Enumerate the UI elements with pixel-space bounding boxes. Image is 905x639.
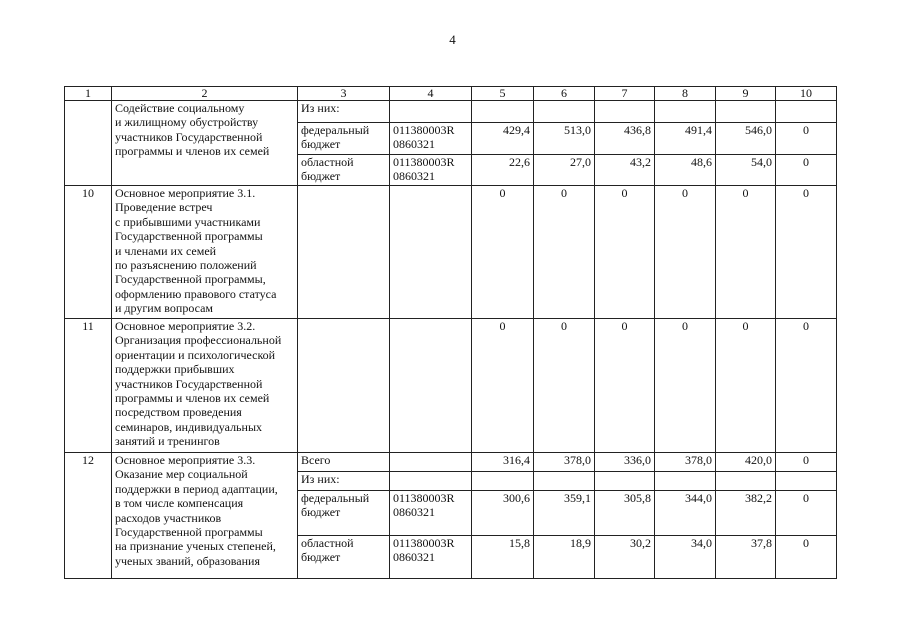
value-cell: 37,8 <box>716 536 776 579</box>
activity-name: Основное мероприятие 3.1. Проведение встреч с прибывшими участниками Государственной программы и членами их семей по разъяснению положений Государственной программы, оформлению правового статуса и другим вопросам <box>112 186 298 319</box>
value-cell: 0 <box>534 186 595 319</box>
value-cell: 0 <box>655 186 716 319</box>
source-cell: областной бюджет <box>298 155 390 186</box>
header-cell: 4 <box>390 87 472 101</box>
value-cell: 344,0 <box>655 491 716 536</box>
value-cell: 316,4 <box>472 453 534 472</box>
source-cell: федеральный бюджет <box>298 123 390 155</box>
value-cell: 43,2 <box>595 155 655 186</box>
value-cell: 34,0 <box>655 536 716 579</box>
code-cell: 011380003R 0860321 <box>390 155 472 186</box>
value-cell: 420,0 <box>716 453 776 472</box>
value-cell: 0 <box>655 319 716 453</box>
source-cell: Из них: <box>298 101 390 123</box>
table-row <box>65 319 837 453</box>
page-number: 4 <box>449 32 456 47</box>
value-cell: 0 <box>716 319 776 453</box>
header-cell: 1 <box>65 87 112 101</box>
header-cell: 8 <box>655 87 716 101</box>
activity-name: Содействие социальному и жилищному обустройству участников Государственной программы и членов их семей <box>112 101 298 186</box>
value-cell: 0 <box>776 123 837 155</box>
value-cell: 30,2 <box>595 536 655 579</box>
value-cell: 378,0 <box>655 453 716 472</box>
value-cell: 0 <box>595 186 655 319</box>
source-cell: областной бюджет <box>298 536 390 579</box>
value-cell: 546,0 <box>716 123 776 155</box>
source-cell: федеральный бюджет <box>298 491 390 536</box>
value-cell: 0 <box>776 319 837 453</box>
value-cell: 0 <box>472 319 534 453</box>
row-number-cell: 10 <box>65 186 112 319</box>
header-cell: 7 <box>595 87 655 101</box>
row-number-cell: 11 <box>65 319 112 453</box>
code-cell: 011380003R 0860321 <box>390 491 472 536</box>
value-cell: 336,0 <box>595 453 655 472</box>
table-row <box>65 101 837 123</box>
value-cell: 378,0 <box>534 453 595 472</box>
value-cell: 0 <box>534 319 595 453</box>
header-cell: 10 <box>776 87 837 101</box>
value-cell: 54,0 <box>716 155 776 186</box>
value-cell: 15,8 <box>472 536 534 579</box>
value-cell: 27,0 <box>534 155 595 186</box>
code-cell: 011380003R 0860321 <box>390 536 472 579</box>
value-cell: 305,8 <box>595 491 655 536</box>
budget-table <box>64 86 837 579</box>
value-cell: 429,4 <box>472 123 534 155</box>
header-cell: 3 <box>298 87 390 101</box>
value-cell: 0 <box>472 186 534 319</box>
value-cell: 22,6 <box>472 155 534 186</box>
value-cell: 491,4 <box>655 123 716 155</box>
value-cell: 513,0 <box>534 123 595 155</box>
header-cell: 2 <box>112 87 298 101</box>
value-cell: 382,2 <box>716 491 776 536</box>
header-cell: 5 <box>472 87 534 101</box>
row-number-cell <box>65 101 112 186</box>
value-cell: 0 <box>776 453 837 472</box>
source-cell: Из них: <box>298 472 390 491</box>
code-cell: 011380003R 0860321 <box>390 123 472 155</box>
table-row <box>65 186 837 319</box>
row-number-cell: 12 <box>65 453 112 579</box>
value-cell: 0 <box>776 536 837 579</box>
value-cell: 436,8 <box>595 123 655 155</box>
header-cell: 6 <box>534 87 595 101</box>
activity-name: Основное мероприятие 3.2. Организация профессиональной ориентации и психологической поддержки прибывших участников Государственной программы и членов их семей посредством проведения семинаров, индивидуальных занятий и тренингов <box>112 319 298 453</box>
value-cell: 300,6 <box>472 491 534 536</box>
value-cell: 0 <box>776 491 837 536</box>
value-cell: 359,1 <box>534 491 595 536</box>
value-cell: 0 <box>595 319 655 453</box>
header-row <box>65 87 837 101</box>
value-cell: 48,6 <box>655 155 716 186</box>
value-cell: 0 <box>776 186 837 319</box>
value-cell: 0 <box>716 186 776 319</box>
header-cell: 9 <box>716 87 776 101</box>
value-cell: 0 <box>776 155 837 186</box>
table-row <box>65 453 837 472</box>
value-cell: 18,9 <box>534 536 595 579</box>
source-cell: Всего <box>298 453 390 472</box>
activity-name: Основное мероприятие 3.3. Оказание мер социальной поддержки в период адаптации, в том числе компенсация расходов участников Государственной программы на признание ученых степеней, ученых званий, образования <box>112 453 298 579</box>
